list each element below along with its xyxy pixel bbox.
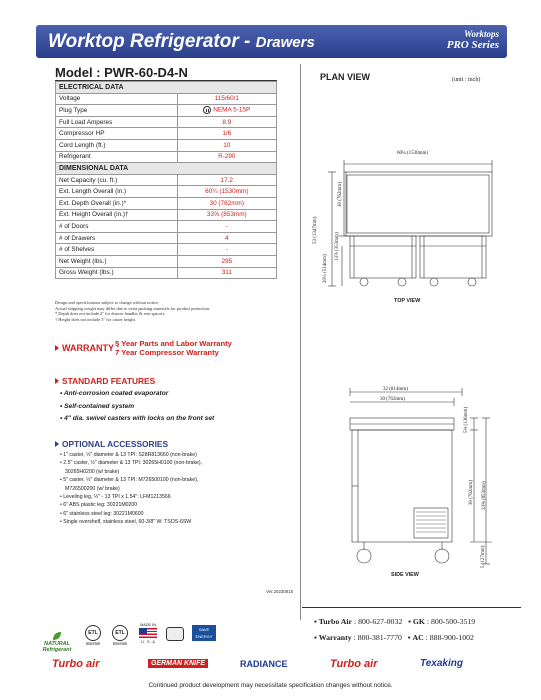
table-row: Cord Length (ft.) 10 (56, 139, 277, 151)
column-divider (300, 64, 301, 620)
top-view-label: TOP VIEW (394, 298, 421, 304)
warranty-label: WARRANTY : (55, 343, 119, 353)
version-number: Ver.20230815 (266, 589, 294, 594)
dim-side-total: 32 (814mm) (383, 387, 408, 392)
list-item: • 6" stainless steel leg: 30221M0600 (60, 510, 144, 517)
dim-side-height: 33⅝ (853mm) (482, 481, 487, 510)
features-heading: STANDARD FEATURES (55, 376, 155, 386)
footer-note: Continued product development may necessitate specification changes without notice. (148, 682, 393, 689)
leaf-icon (52, 631, 62, 641)
accessories-list (60, 451, 202, 527)
brand-logo: Turbo air (52, 658, 100, 670)
etl-badge: ETL Intertek (83, 625, 103, 646)
table-row: Net Capacity (cu. ft.) 17.2 (56, 174, 277, 186)
list-item: M726500200 (w/ brake) (65, 485, 120, 492)
electrical-heading: ELECTRICAL DATA (56, 82, 277, 94)
arrow-right-icon (55, 441, 59, 447)
table-row: Plug Type NEMA 5-15P (56, 105, 277, 117)
plan-view-title: PLAN VIEW (320, 72, 371, 82)
natural-refrigerant-badge: NATURAL Refrigerant (38, 631, 76, 653)
features-list (60, 388, 214, 426)
list-item: • Self-contained system (60, 402, 135, 410)
brand-logo: Texaking (420, 658, 463, 669)
list-item: • 5" caster, ½" diameter & 13 TPI: M726500100 (non-brake), (60, 477, 199, 484)
table-row: Gross Weight (lbs.) 311 (56, 267, 277, 279)
arrow-right-icon (55, 345, 59, 351)
dim-drawer-depth: 13⅞ (353mm) (335, 232, 340, 261)
warranty-text: 5 Year Parts and Labor Warranty 7 Year Compressor Warranty (115, 339, 232, 357)
etl-sanitation-badge: ETL Intertek (110, 625, 130, 646)
table-row: Compressor HP 1/6 (56, 128, 277, 140)
table-row: # of Shelves - (56, 244, 277, 256)
etl-icon: ETL (112, 625, 128, 641)
made-in-usa-badge: MADE IN U . S . A (140, 623, 156, 644)
contact-divider (302, 607, 521, 608)
table-row: Net Weight (lbs.) 295 (56, 255, 277, 267)
list-item: • Leveling leg, ½" - 13 TPI x 1.54": LFM1213566 (60, 494, 171, 501)
spec-table (55, 81, 277, 279)
spec-notes: Design and specifications subject to change without notice. Actual shipping weight may differ due to extra packing materials for product protection. * Depth does not include 2" for drawer handles & rear spacers. † Height does not include 5" for caster height. (55, 300, 211, 322)
table-row: Refrigerant R-290 (56, 151, 277, 163)
side-view-drawing (302, 388, 521, 566)
dim-side-top: 5⅜ (136mm) (464, 406, 469, 433)
table-row: # of Drawers 4 (56, 232, 277, 244)
dim-side-body: 30 (762mm) (469, 480, 474, 505)
list-item: 30265H0200 (w/ brake) (65, 468, 120, 475)
table-row: Ext. Height Overall (in.)† 33⅝ (853mm) (56, 209, 277, 221)
plug-icon (203, 106, 211, 114)
arrow-right-icon (55, 378, 59, 384)
table-row: Voltage 115/60/1 (56, 93, 277, 105)
list-item: • 2.5" caster, ½" diameter & 13 TPI: 30265H0100 (non-brake), (60, 460, 203, 467)
list-item: • Single overshelf, stainless steel, 60-3/8" W: TSOS-6SW (60, 519, 192, 526)
side-view-label: SIDE VIEW (391, 572, 419, 578)
dimensional-heading: DIMENSIONAL DATA (56, 163, 277, 175)
table-row: Full Load Amperes 8.9 (56, 116, 277, 128)
energy-badge: SAVE ENERGY (191, 625, 217, 641)
dim-width-top: 60¼ (1530mm) (397, 151, 429, 156)
brand-logo: RADIANCE (240, 659, 288, 669)
brand-logo: GERMAN KNIFE (148, 659, 208, 668)
dim-depth-top: 30 (762mm) (338, 182, 343, 207)
page-title: Worktop Refrigerator - Drawers (48, 31, 315, 52)
table-row: Ext. Length Overall (in.) 60¼ (1530mm) (56, 186, 277, 198)
accessories-heading: OPTIONAL ACCESSORIES (55, 439, 168, 449)
etl-icon: ETL (85, 625, 101, 641)
seal-icon (166, 627, 184, 641)
unit-note: (unit : inch) (452, 77, 481, 83)
list-item: • Anti-corrosion coated evaporator (60, 390, 169, 397)
contact-row: ▪ Warranty : 800-381-7770 ▪ AC : 888-900-1002 (314, 633, 474, 642)
header-banner (36, 25, 507, 58)
brand-logo: Turbo air (330, 658, 378, 670)
top-view-drawing (302, 150, 521, 300)
dim-side-depth: 30 (762mm) (380, 397, 405, 402)
table-row: Ext. Depth Overall (in.)* 30 (762mm) (56, 197, 277, 209)
dim-caster: 5 (127mm) (481, 545, 486, 568)
us-flag-icon (139, 628, 157, 639)
model-number: Model : PWR-60-D4-N (55, 65, 188, 80)
list-item: • 4" dia. swivel casters with locks on the front set (60, 415, 215, 422)
dim-drawer-open: 20¼ (514mm) (323, 254, 328, 283)
brand-logos (44, 656, 514, 676)
table-row: # of Doors - (56, 221, 277, 233)
list-item: • 6" ABS plastic leg: 30221M0200 (60, 502, 138, 509)
dim-overall-depth: 53 (1347mm) (313, 216, 318, 244)
contact-row: ▪ Turbo Air : 800-627-0032 ▪ GK : 800-500-3519 (314, 617, 476, 626)
safe-badge (165, 627, 185, 641)
series-label: Worktops PRO Series (446, 29, 499, 51)
list-item: • 1" caster, ½" diameter & 13 TPI: S28R813660 (non-brake) (60, 452, 197, 458)
